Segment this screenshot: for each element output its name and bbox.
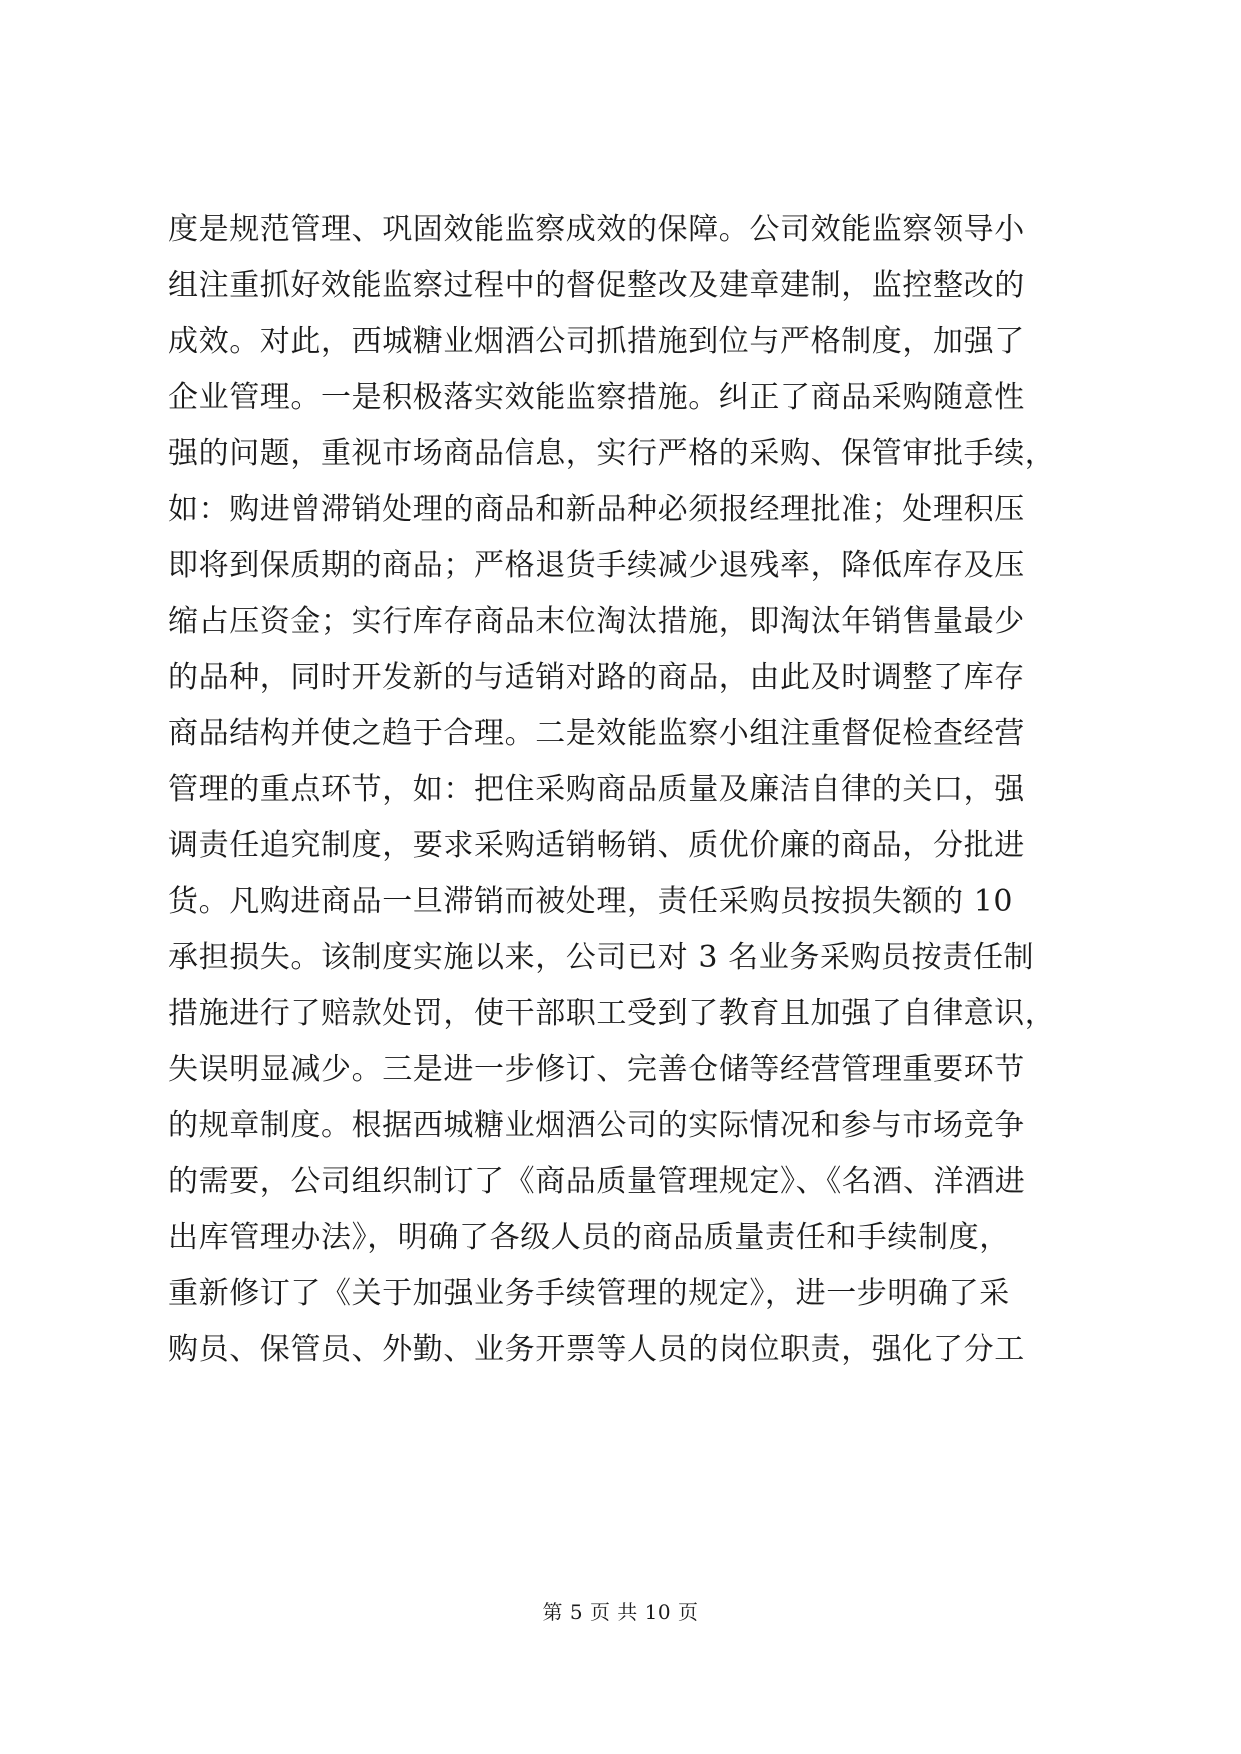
text-line: 购员、保管员、外勤、业务开票等人员的岗位职责，强化了分工 bbox=[168, 1332, 1025, 1367]
text-line: 强的问题，重视市场商品信息，实行严格的采购、保管审批手续， bbox=[168, 436, 1056, 471]
text-line: 货。凡购进商品一旦滞销而被处理，责任采购员按损失额的 10 bbox=[168, 884, 1014, 919]
text-line: 承担损失。该制度实施以来，公司已对 3 名业务采购员按责任制 bbox=[168, 940, 1035, 975]
text-line: 措施进行了赔款处罚，使干部职工受到了教育且加强了自律意识， bbox=[168, 996, 1056, 1031]
text-line: 商品结构并使之趋于合理。二是效能监察小组注重督促检查经营 bbox=[168, 716, 1025, 751]
text-line: 调责任追究制度，要求采购适销畅销、质优价廉的商品，分批进 bbox=[168, 828, 1025, 863]
text-line: 的品种，同时开发新的与适销对路的商品，由此及时调整了库存 bbox=[168, 660, 1025, 695]
text-line: 的需要，公司组织制订了《商品质量管理规定》、《名酒、洋酒进 bbox=[168, 1164, 1026, 1199]
text-line: 管理的重点环节，如：把住采购商品质量及廉洁自律的关口，强 bbox=[168, 772, 1025, 807]
text-line: 失误明显减少。三是进一步修订、完善仓储等经营管理重要环节 bbox=[168, 1052, 1025, 1087]
text-line: 成效。对此，西城糖业烟酒公司抓措施到位与严格制度，加强了 bbox=[168, 324, 1025, 359]
text-line: 出库管理办法》，明确了各级人员的商品质量责任和手续制度， bbox=[168, 1220, 1010, 1255]
text-line: 缩占压资金；实行库存商品末位淘汰措施，即淘汰年销售量最少 bbox=[168, 604, 1025, 639]
body-paragraph bbox=[168, 202, 1088, 1378]
text-line: 的规章制度。根据西城糖业烟酒公司的实际情况和参与市场竞争 bbox=[168, 1108, 1025, 1143]
text-line: 重新修订了《关于加强业务手续管理的规定》，进一步明确了采 bbox=[168, 1276, 1010, 1311]
page-number-footer: 第 5 页 共 10 页 bbox=[542, 1600, 699, 1624]
text-line: 度是规范管理、巩固效能监察成效的保障。公司效能监察领导小 bbox=[168, 212, 1025, 247]
text-line: 组注重抓好效能监察过程中的督促整改及建章建制，监控整改的 bbox=[168, 268, 1025, 303]
text-line: 如：购进曾滞销处理的商品和新品种必须报经理批准；处理积压 bbox=[168, 492, 1025, 527]
text-line: 企业管理。一是积极落实效能监察措施。纠正了商品采购随意性 bbox=[168, 380, 1025, 415]
text-line: 即将到保质期的商品；严格退货手续减少退残率，降低库存及压 bbox=[168, 548, 1025, 583]
